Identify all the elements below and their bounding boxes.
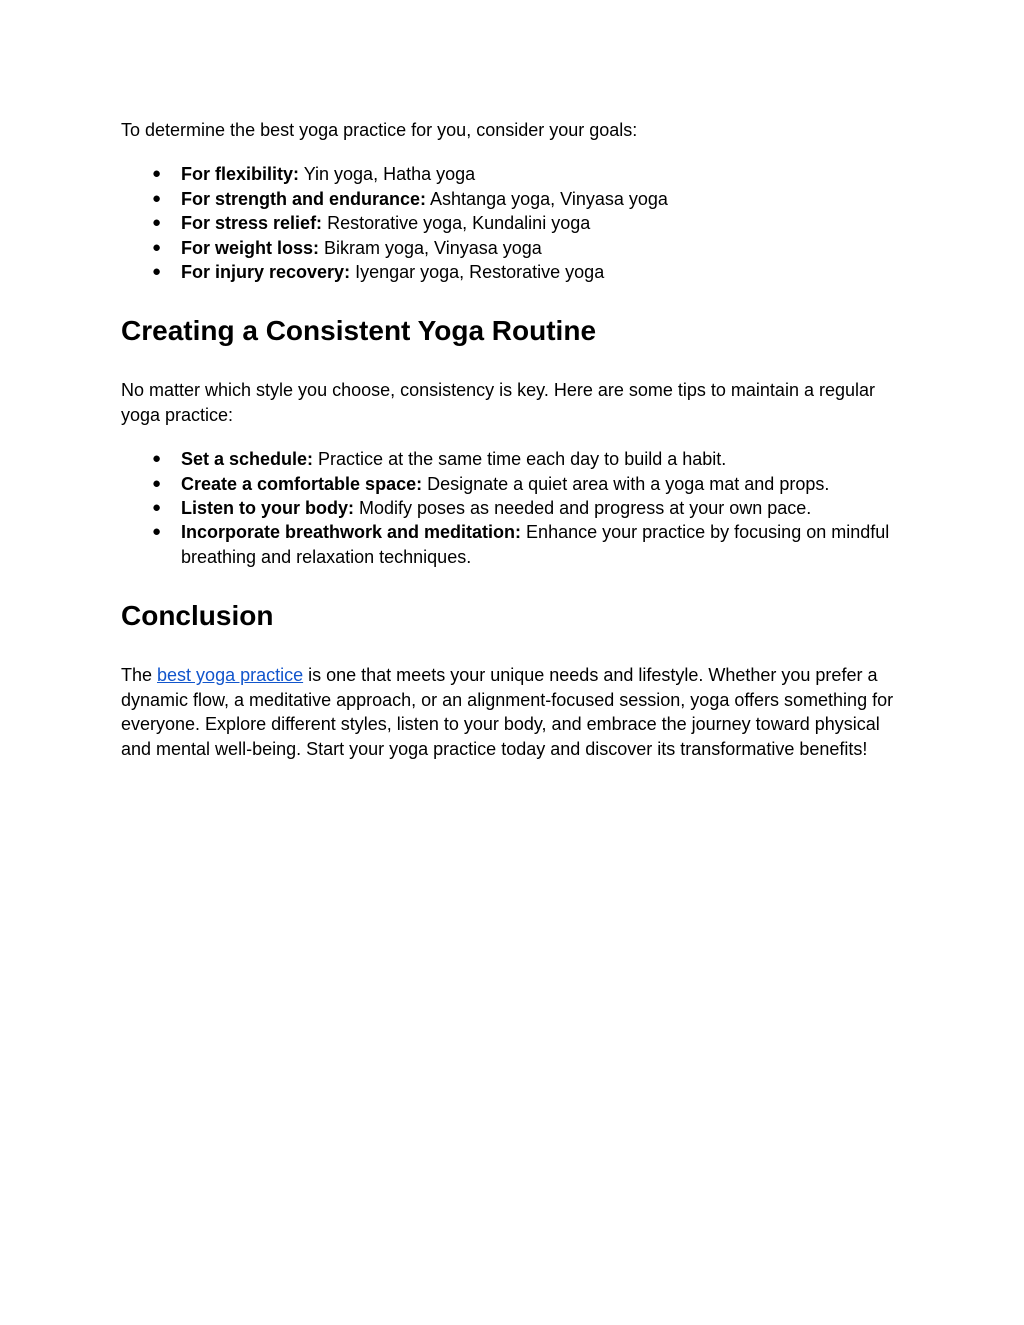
- list-item: [121, 520, 911, 569]
- bullet-icon: ●: [152, 263, 162, 281]
- tip-label: Create a comfortable space:: [181, 473, 423, 494]
- list-item: [121, 260, 911, 284]
- goal-label: For stress relief:: [181, 213, 323, 234]
- bullet-icon: ●: [152, 165, 162, 183]
- tip-label: Set a schedule:: [181, 449, 314, 470]
- goal-label: For injury recovery:: [181, 262, 351, 283]
- list-item: [121, 187, 911, 211]
- list-item: [121, 447, 911, 471]
- goal-text: Restorative yoga, Kundalini yoga: [322, 213, 591, 234]
- intro-paragraph: To determine the best yoga practice for you, consider your goals:: [121, 120, 638, 140]
- bullet-icon: ●: [152, 189, 162, 207]
- tip-label: Listen to your body:: [181, 498, 354, 519]
- goal-text: Ashtanga yoga, Vinyasa yoga: [426, 188, 668, 209]
- bullet-icon: ●: [152, 474, 162, 492]
- goal-label: For strength and endurance:: [181, 188, 427, 209]
- conclusion-paragraph: [121, 663, 911, 761]
- bullet-icon: ●: [152, 214, 162, 232]
- conclusion-heading: Conclusion: [121, 600, 274, 632]
- routine-heading: Creating a Consistent Yoga Routine: [121, 315, 597, 347]
- best-yoga-practice-link[interactable]: best yoga practice: [157, 665, 304, 686]
- document-page: [121, 118, 911, 761]
- list-item: [121, 162, 911, 186]
- goal-text: Bikram yoga, Vinyasa yoga: [319, 237, 542, 258]
- goal-text: Yin yoga, Hatha yoga: [299, 164, 476, 185]
- goal-label: For flexibility:: [181, 164, 300, 185]
- tip-text: Modify poses as needed and progress at your own pace.: [354, 498, 812, 519]
- tip-text: Designate a quiet area with a yoga mat and props.: [422, 473, 830, 494]
- list-item: [121, 472, 911, 496]
- goal-label: For weight loss:: [181, 237, 320, 258]
- bullet-icon: ●: [152, 499, 162, 517]
- routine-intro-paragraph: No matter which style you choose, consistency is key. Here are some tips to maintain a regular yoga practice:: [121, 380, 875, 425]
- conclusion-text-start: The: [121, 665, 158, 686]
- tip-text: Practice at the same time each day to build a habit.: [313, 449, 727, 470]
- tip-text: Enhance your practice by focusing on mindful breathing and relaxation techniques.: [181, 522, 890, 567]
- bullet-icon: ●: [152, 450, 162, 468]
- goal-text: Iyengar yoga, Restorative yoga: [350, 262, 605, 283]
- list-item: [121, 496, 911, 520]
- list-item: [121, 211, 911, 235]
- bullet-icon: ●: [152, 523, 162, 541]
- conclusion-text-rest: is one that meets your unique needs and lifestyle. Whether you prefer a dynamic flow, a meditative approach, or an alignment-focused session, yoga offers something for everyone. Explore different styles, listen to your body, and embrace the journey toward physical and mental well-being. Start your yoga practice today and discover its transformative benefits!: [121, 665, 894, 759]
- list-item: [121, 236, 911, 260]
- tip-label: Incorporate breathwork and meditation:: [181, 522, 522, 543]
- tips-list: [121, 447, 911, 569]
- bullet-icon: ●: [152, 238, 162, 256]
- goals-list: [121, 162, 911, 284]
